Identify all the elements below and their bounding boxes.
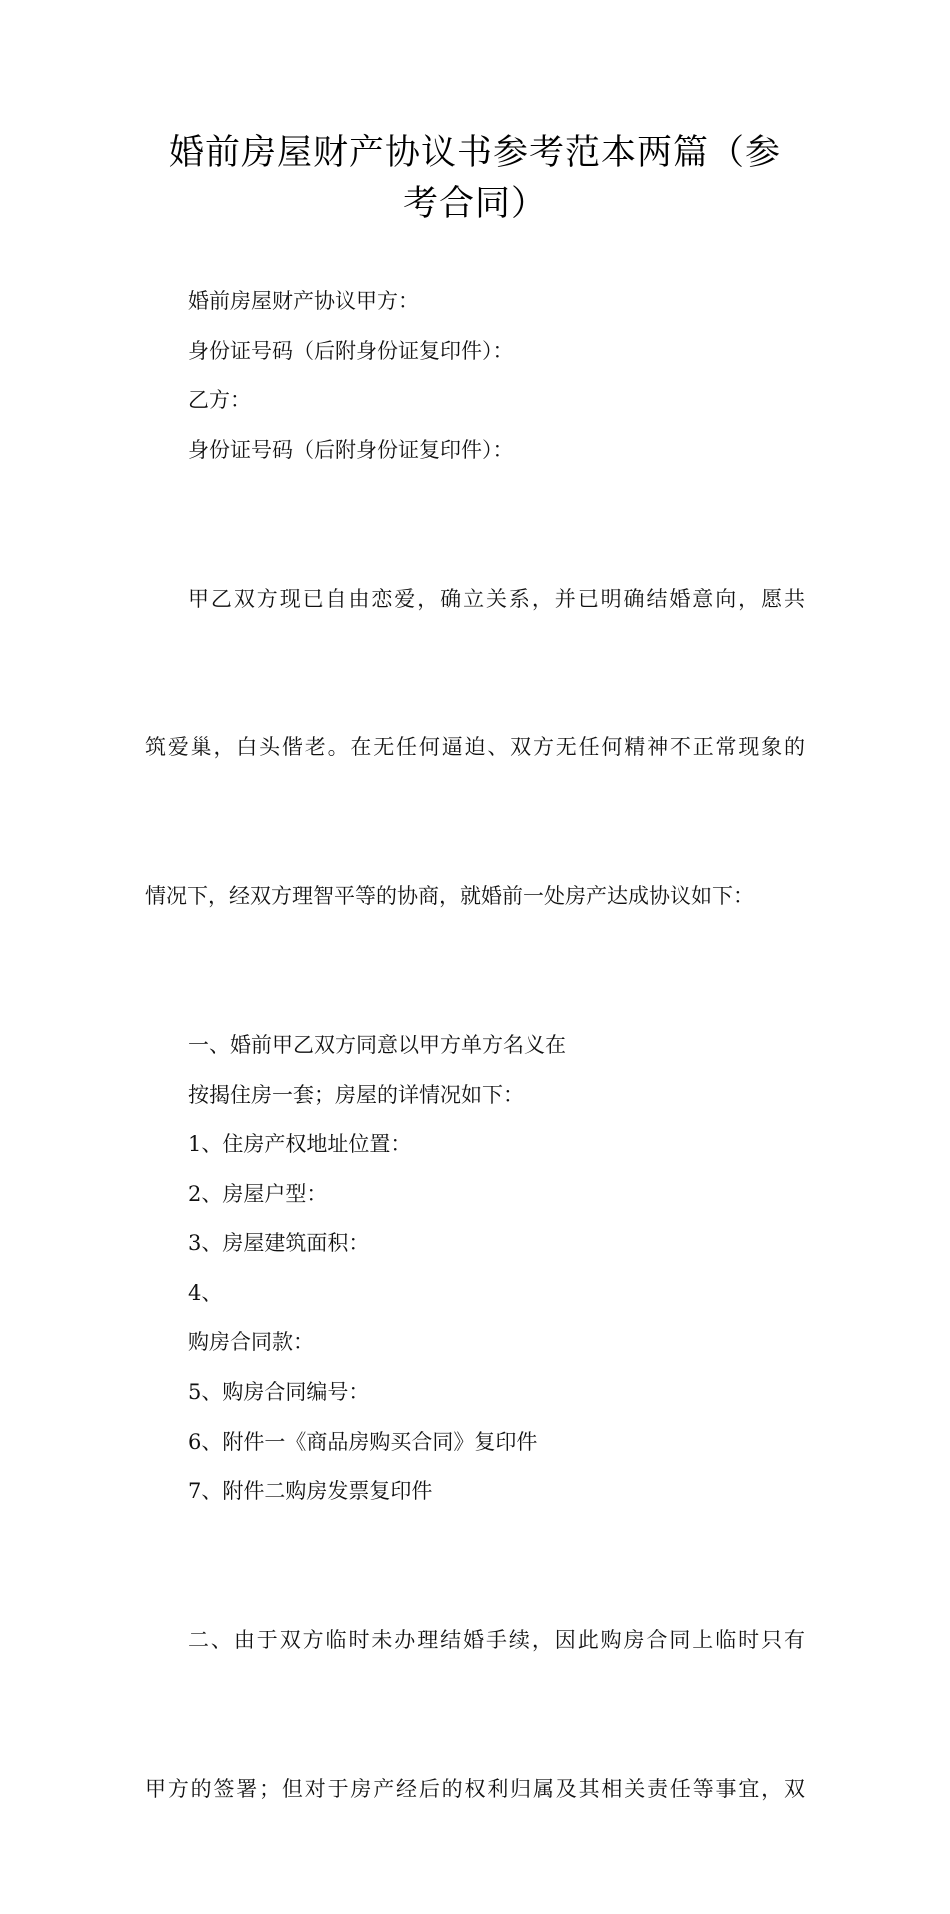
paragraph-item-4: 4、 xyxy=(188,1280,223,1305)
paragraph-contract-amount: 购房合同款： xyxy=(188,1330,314,1355)
paragraph-party-b: 乙方： xyxy=(188,388,251,413)
preamble-line-3: 情况下，经双方理智平等的协商，就婚前一处房产达成协议如下： xyxy=(145,884,754,909)
document-body xyxy=(145,277,805,1914)
paragraph-party-a-id: 身份证号码（后附身份证复印件）： xyxy=(188,338,514,363)
paragraph-item-6: 6、附件一《商品房购买合同》复印件 xyxy=(188,1429,538,1454)
paragraph-item-1: 1、住房产权地址位置： xyxy=(188,1132,412,1157)
paragraph-clause-2 xyxy=(145,1517,805,1914)
paragraph-item-5: 5、购房合同编号： xyxy=(188,1380,370,1405)
clause-2-line-2: 甲方的签署；但对于房产经后的权利归属及其相关责任等事宜，双 xyxy=(145,1776,805,1801)
paragraph-preamble xyxy=(145,475,805,1021)
paragraph-clause-1: 一、婚前甲乙双方同意以甲方单方名义在 xyxy=(188,1032,566,1057)
document-title xyxy=(145,128,805,230)
paragraph-item-7: 7、附件二购房发票复印件 xyxy=(188,1479,433,1504)
preamble-line-1: 甲乙双方现已自由恋爱，确立关系，并已明确结婚意向，愿共 xyxy=(188,586,805,611)
paragraph-item-2: 2、房屋户型： xyxy=(188,1181,328,1206)
paragraph-mortgage: 按揭住房一套；房屋的详情况如下： xyxy=(188,1082,524,1107)
clause-2-line-1: 二、由于双方临时未办理结婚手续，因此购房合同上临时只有 xyxy=(188,1628,805,1653)
paragraph-party-a: 婚前房屋财产协议甲方： xyxy=(188,289,419,313)
title-line-2: 考合同） xyxy=(402,184,547,224)
paragraph-party-b-id: 身份证号码（后附身份证复印件）： xyxy=(188,437,514,462)
paragraph-item-3: 3、房屋建筑面积： xyxy=(188,1231,370,1256)
title-line-1: 婚前房屋财产协议书参考范本两篇（参 xyxy=(168,133,781,173)
preamble-line-2: 筑爱巢，白头偕老。在无任何逼迫、双方无任何精神不正常现象的 xyxy=(145,735,805,760)
